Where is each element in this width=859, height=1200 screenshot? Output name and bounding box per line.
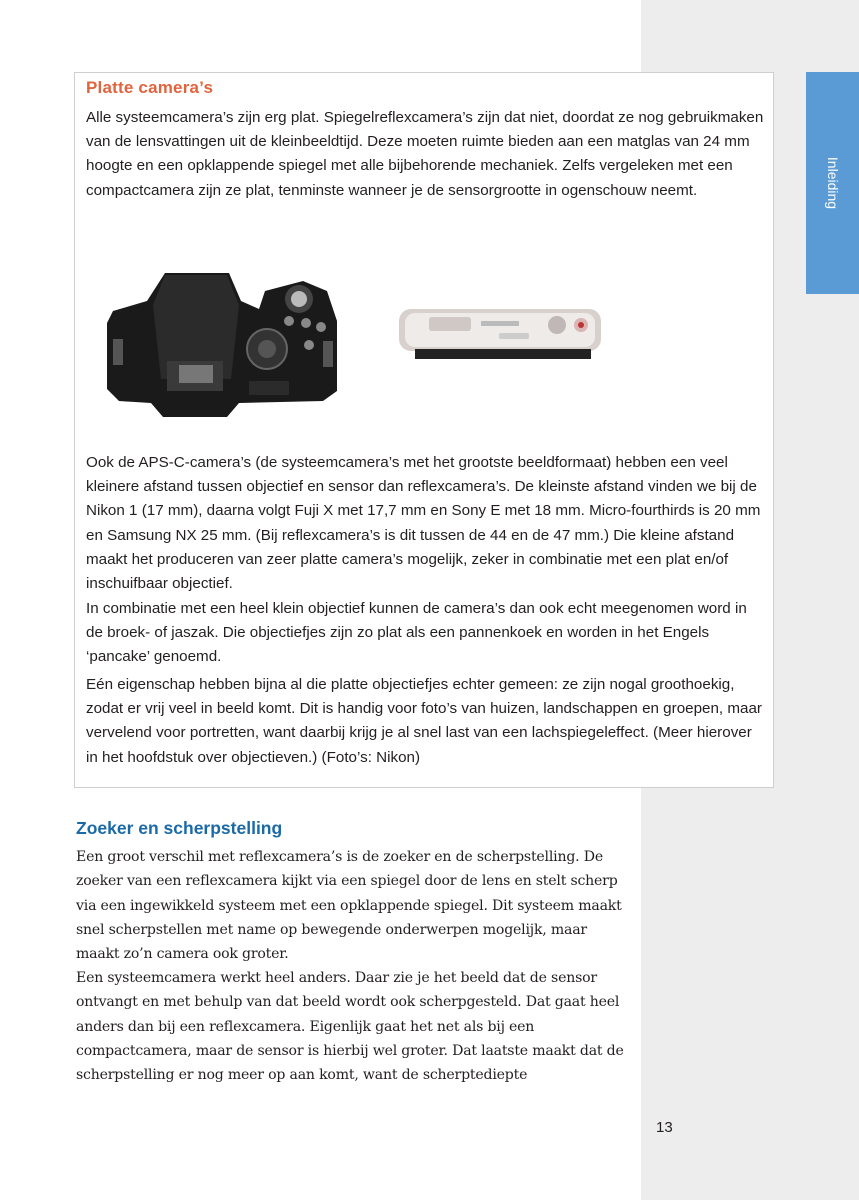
section-title: Zoeker en scherpstelling xyxy=(76,818,283,838)
body-paragraph: Een systeemcamera werkt heel anders. Daar zie je het beeld dat de sensor ontvangt en met behulp van dat beeld wordt ook scherpgesteld. Dat gaat heel anders dan bij een reflexcamera. Eigenlijk gaat het net als bij een compactcamera, maar de sensor is hierbij wel groter. Dat laatste maakt dat de scherpstelling er nog meer op aan komt, want de scherptediepte xyxy=(76,970,624,1084)
chapter-tab-label: Inleiding xyxy=(824,156,841,210)
sidebar-paragraph: Eén eigenschap hebben bijna al die platte objectiefjes echter gemeen: ze zijn nogal groothoekig, zodat er vrij veel in beeld komt. Dit is handig voor foto’s van huizen, landschappen en groepen, maar vervelend voor portretten, want daarbij krijg je al snel last van een lachspiegeleffect. (Meer hierover in het hoofdstuk over objectieven.) (Foto’s: Nikon) xyxy=(86,676,762,766)
sidebar-paragraph: Alle systeemcamera’s zijn erg plat. Spiegelreflexcamera’s zijn dat niet, doordat ze nog gebruikmaken van de lensvattingen uit de kleinbeeldtijd. Deze moeten ruimte bieden aan een matglas van 24 mm hoogte en een opklappende spiegel met alle bijbehorende mechaniek. Zelfs vergeleken met een compactcamera zijn ze plat, tenminste wanneer je de sensorgrootte in ogenschouw neemt. xyxy=(86,109,764,199)
camera-figure xyxy=(99,261,619,421)
dslr-camera-icon xyxy=(107,273,337,417)
chapter-tab xyxy=(806,72,859,294)
body-paragraph: Een groot verschil met reflexcamera’s is de zoeker en de scherpstelling. De zoeker van een reflexcamera kijkt via een spiegel door de lens en stelt scherp via een ingewikkeld systeem met een opklappende spiegel. Dit systeem maakt snel scherpstellen met name op bewegende onderwerpen mogelijk, maar maakt zo’n camera ook groter. xyxy=(76,849,622,963)
sidebar-box xyxy=(74,72,774,788)
sidebar-title: Platte camera’s xyxy=(86,78,214,97)
page-number: 13 xyxy=(656,1119,673,1136)
compact-system-camera-icon xyxy=(399,309,601,359)
sidebar-paragraph: In combinatie met een heel klein objectief kunnen de camera’s dan ook echt meegenomen word in de broek- of jaszak. Die objectiefjes zijn zo plat als een pannenkoek en worden in het Engels ‘pancake’ genoemd. xyxy=(86,600,747,666)
sidebar-paragraph: Ook de APS-C-camera’s (de systeemcamera’s met het grootste beeldformaat) hebben een veel kleinere afstand tussen objectief en sensor dan reflexcamera’s. De kleinste afstand vinden we bij de Nikon 1 (17 mm), daarna volgt Fuji X met 17,7 mm en Sony E met 18 mm. Micro-fourthirds is 20 mm en Samsung NX 25 mm. (Bij reflexcamera’s is dit tussen de 44 en de 47 mm.) Die kleine afstand maakt het produceren van zeer platte camera’s mogelijk, zeker in combinatie met een plat en/of inschuifbaar objectief. xyxy=(86,454,761,593)
